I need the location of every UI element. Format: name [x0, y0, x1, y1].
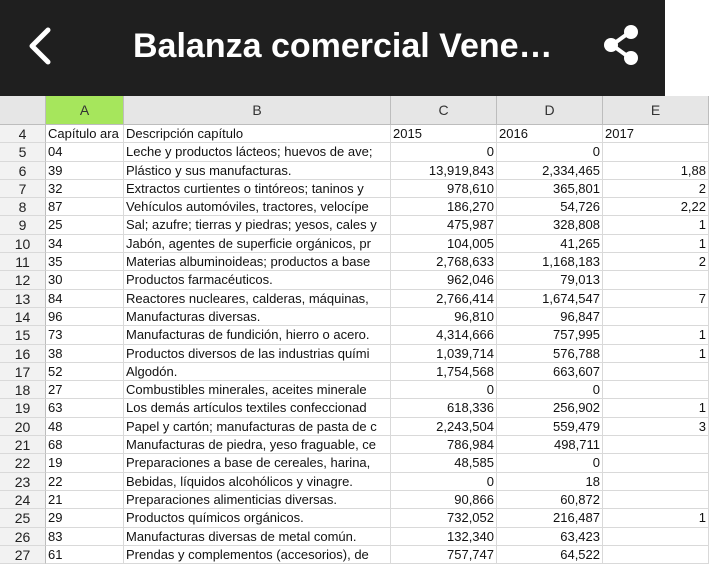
cell-b[interactable]: Papel y cartón; manufacturas de pasta de c — [124, 418, 391, 436]
cell-c[interactable]: 978,610 — [391, 180, 497, 198]
cell-b[interactable]: Manufacturas diversas. — [124, 308, 391, 326]
cell-b[interactable]: Manufacturas de fundición, hierro o acero. — [124, 326, 391, 344]
cell-e[interactable]: 1,88 — [603, 162, 709, 180]
cell-c[interactable]: 90,866 — [391, 491, 497, 509]
cell-d[interactable]: 96,847 — [497, 308, 603, 326]
cell-d[interactable]: 576,788 — [497, 345, 603, 363]
cell-c[interactable]: 0 — [391, 143, 497, 161]
cell-d[interactable]: 0 — [497, 143, 603, 161]
cell-b[interactable]: Manufacturas diversas de metal común. — [124, 528, 391, 546]
cell-c[interactable]: 0 — [391, 381, 497, 399]
row-number[interactable]: 26 — [0, 528, 46, 546]
cell-b[interactable]: Plástico y sus manufacturas. — [124, 162, 391, 180]
cell-b[interactable]: Materias albuminoideas; productos a base — [124, 253, 391, 271]
cell-b[interactable]: Leche y productos lácteos; huevos de ave; — [124, 143, 391, 161]
table-row — [0, 509, 706, 527]
spreadsheet-grid[interactable] — [0, 96, 706, 566]
cell-a[interactable]: 34 — [46, 235, 124, 253]
share-button[interactable] — [600, 22, 644, 68]
row-number[interactable]: 22 — [0, 454, 46, 472]
cell-c[interactable]: 132,340 — [391, 528, 497, 546]
cell-e[interactable] — [603, 528, 709, 546]
cell-d[interactable]: 0 — [497, 381, 603, 399]
row-number[interactable]: 5 — [0, 143, 46, 161]
cell-e[interactable]: 2,22 — [603, 198, 709, 216]
cell-e[interactable] — [603, 454, 709, 472]
cell-d[interactable]: 256,902 — [497, 399, 603, 417]
cell-b[interactable]: Preparaciones a base de cereales, harina, — [124, 454, 391, 472]
cell-a[interactable]: 19 — [46, 454, 124, 472]
table-row — [0, 418, 706, 436]
cell-a[interactable]: 35 — [46, 253, 124, 271]
table-row — [0, 326, 706, 344]
row-number[interactable]: 15 — [0, 326, 46, 344]
cell-a[interactable]: 73 — [46, 326, 124, 344]
table-row — [0, 235, 706, 253]
cell-c[interactable]: 48,585 — [391, 454, 497, 472]
cell-b[interactable]: Combustibles minerales, aceites minerale — [124, 381, 391, 399]
cell-e[interactable] — [603, 546, 709, 564]
cell-d[interactable]: 2,334,465 — [497, 162, 603, 180]
cell-e[interactable]: 1 — [603, 345, 709, 363]
cell-d[interactable]: 365,801 — [497, 180, 603, 198]
row-number[interactable]: 4 — [0, 125, 46, 143]
cell-c[interactable]: 2015 — [391, 125, 497, 143]
cell-a[interactable]: 52 — [46, 363, 124, 381]
cell-e[interactable]: 3 — [603, 418, 709, 436]
cell-b[interactable]: Productos farmacéuticos. — [124, 271, 391, 289]
table-row — [0, 290, 706, 308]
cell-a[interactable]: 32 — [46, 180, 124, 198]
table-row — [0, 125, 665, 143]
row-number[interactable]: 7 — [0, 180, 46, 198]
cell-e[interactable]: 1 — [603, 216, 709, 234]
cell-a[interactable]: 84 — [46, 290, 124, 308]
cell-c[interactable]: 186,270 — [391, 198, 497, 216]
row-number[interactable]: 13 — [0, 290, 46, 308]
cell-e[interactable] — [603, 381, 709, 399]
back-button[interactable] — [24, 24, 64, 68]
cell-a[interactable]: 68 — [46, 436, 124, 454]
row-number[interactable]: 19 — [0, 399, 46, 417]
table-row — [0, 399, 706, 417]
cell-d[interactable]: 54,726 — [497, 198, 603, 216]
sheet-rows — [0, 125, 706, 564]
column-header-b[interactable]: B — [124, 96, 391, 125]
table-row — [0, 216, 706, 234]
cell-a[interactable]: 63 — [46, 399, 124, 417]
cell-c[interactable]: 4,314,666 — [391, 326, 497, 344]
cell-d[interactable]: 1,674,547 — [497, 290, 603, 308]
cell-e[interactable]: 1 — [603, 399, 709, 417]
row-number[interactable]: 16 — [0, 345, 46, 363]
cell-c[interactable]: 0 — [391, 473, 497, 491]
row-number[interactable]: 8 — [0, 198, 46, 216]
cell-e[interactable] — [603, 271, 709, 289]
cell-b[interactable]: Sal; azufre; tierras y piedras; yesos, cales y — [124, 216, 391, 234]
cell-b[interactable]: Productos químicos orgánicos. — [124, 509, 391, 527]
cell-a[interactable]: 48 — [46, 418, 124, 436]
cell-a[interactable]: 25 — [46, 216, 124, 234]
table-row — [0, 162, 706, 180]
cell-e[interactable]: 1 — [603, 326, 709, 344]
cell-b[interactable]: Bebidas, líquidos alcohólicos y vinagre. — [124, 473, 391, 491]
table-row — [0, 436, 665, 454]
select-all-corner[interactable] — [0, 96, 46, 125]
table-row — [0, 180, 706, 198]
table-row — [0, 271, 665, 289]
row-number[interactable]: 23 — [0, 473, 46, 491]
cell-b[interactable]: Reactores nucleares, calderas, máquinas, — [124, 290, 391, 308]
cell-a[interactable]: 83 — [46, 528, 124, 546]
cell-d[interactable]: 41,265 — [497, 235, 603, 253]
cell-e[interactable] — [603, 491, 709, 509]
arrow-back-icon — [24, 24, 64, 68]
cell-e[interactable]: 2 — [603, 253, 709, 271]
row-number[interactable]: 20 — [0, 418, 46, 436]
row-number[interactable]: 14 — [0, 308, 46, 326]
cell-d[interactable]: 328,808 — [497, 216, 603, 234]
table-row — [0, 253, 706, 271]
cell-d[interactable]: 2016 — [497, 125, 603, 143]
table-row — [0, 198, 706, 216]
table-row — [0, 491, 665, 509]
cell-d[interactable]: 559,479 — [497, 418, 603, 436]
row-number[interactable]: 25 — [0, 509, 46, 527]
cell-c[interactable]: 2,766,414 — [391, 290, 497, 308]
cell-d[interactable]: 663,607 — [497, 363, 603, 381]
cell-d[interactable]: 60,872 — [497, 491, 603, 509]
column-header-a[interactable]: A — [46, 96, 124, 125]
cell-b[interactable]: Extractos curtientes o tintóreos; taninos y — [124, 180, 391, 198]
table-row — [0, 363, 665, 381]
cell-e[interactable]: 1 — [603, 509, 709, 527]
cell-e[interactable]: 7 — [603, 290, 709, 308]
cell-e[interactable] — [603, 363, 709, 381]
document-title: Balanza comercial Vene… — [133, 27, 553, 65]
cell-b[interactable]: Jabón, agentes de superficie orgánicos, pr — [124, 235, 391, 253]
cell-a[interactable]: 29 — [46, 509, 124, 527]
cell-b[interactable]: Los demás artículos textiles confeccionad — [124, 399, 391, 417]
cell-c[interactable]: 1,039,714 — [391, 345, 497, 363]
cell-c[interactable]: 786,984 — [391, 436, 497, 454]
app-header — [0, 0, 665, 96]
table-row — [0, 308, 665, 326]
cell-c[interactable]: 618,336 — [391, 399, 497, 417]
cell-d[interactable]: 79,013 — [497, 271, 603, 289]
cell-d[interactable]: 0 — [497, 454, 603, 472]
row-number[interactable]: 9 — [0, 216, 46, 234]
row-number[interactable]: 11 — [0, 253, 46, 271]
cell-d[interactable]: 498,711 — [497, 436, 603, 454]
cell-a[interactable]: 27 — [46, 381, 124, 399]
table-row — [0, 143, 665, 161]
row-number[interactable]: 6 — [0, 162, 46, 180]
cell-b[interactable]: Descripción capítulo — [124, 125, 391, 143]
cell-a[interactable]: 61 — [46, 546, 124, 564]
cell-e[interactable] — [603, 143, 709, 161]
column-header-e[interactable]: E — [603, 96, 709, 125]
cell-b[interactable]: Preparaciones alimenticias diversas. — [124, 491, 391, 509]
table-row — [0, 528, 665, 546]
cell-c[interactable]: 2,243,504 — [391, 418, 497, 436]
cell-e[interactable]: 2017 — [603, 125, 709, 143]
row-number[interactable]: 21 — [0, 436, 46, 454]
table-row — [0, 454, 665, 472]
cell-e[interactable]: 1 — [603, 235, 709, 253]
table-row — [0, 546, 665, 564]
cell-d[interactable]: 63,423 — [497, 528, 603, 546]
row-number[interactable]: 17 — [0, 363, 46, 381]
cell-d[interactable]: 18 — [497, 473, 603, 491]
cell-c[interactable]: 13,919,843 — [391, 162, 497, 180]
table-row — [0, 345, 706, 363]
cell-b[interactable]: Algodón. — [124, 363, 391, 381]
cell-c[interactable]: 1,754,568 — [391, 363, 497, 381]
cell-a[interactable]: 38 — [46, 345, 124, 363]
cell-e[interactable] — [603, 308, 709, 326]
cell-d[interactable]: 757,995 — [497, 326, 603, 344]
cell-c[interactable]: 475,987 — [391, 216, 497, 234]
cell-c[interactable]: 96,810 — [391, 308, 497, 326]
cell-a[interactable]: Capítulo ara — [46, 125, 124, 143]
row-number[interactable]: 12 — [0, 271, 46, 289]
row-number[interactable]: 27 — [0, 546, 46, 564]
cell-e[interactable]: 2 — [603, 180, 709, 198]
row-number[interactable]: 10 — [0, 235, 46, 253]
cell-a[interactable]: 39 — [46, 162, 124, 180]
table-row — [0, 473, 665, 491]
row-number[interactable]: 24 — [0, 491, 46, 509]
cell-c[interactable]: 962,046 — [391, 271, 497, 289]
cell-e[interactable] — [603, 436, 709, 454]
cell-a[interactable]: 30 — [46, 271, 124, 289]
cell-d[interactable]: 64,522 — [497, 546, 603, 564]
cell-d[interactable]: 1,168,183 — [497, 253, 603, 271]
cell-c[interactable]: 757,747 — [391, 546, 497, 564]
cell-d[interactable]: 216,487 — [497, 509, 603, 527]
cell-c[interactable]: 104,005 — [391, 235, 497, 253]
cell-b[interactable]: Vehículos automóviles, tractores, velocípe — [124, 198, 391, 216]
cell-b[interactable]: Prendas y complementos (accesorios), de — [124, 546, 391, 564]
share-icon — [600, 22, 644, 68]
cell-c[interactable]: 2,768,633 — [391, 253, 497, 271]
cell-a[interactable]: 22 — [46, 473, 124, 491]
cell-c[interactable]: 732,052 — [391, 509, 497, 527]
cell-a[interactable]: 21 — [46, 491, 124, 509]
cell-a[interactable]: 96 — [46, 308, 124, 326]
row-number[interactable]: 18 — [0, 381, 46, 399]
column-header-d[interactable]: D — [497, 96, 603, 125]
cell-a[interactable]: 04 — [46, 143, 124, 161]
cell-a[interactable]: 87 — [46, 198, 124, 216]
cell-b[interactable]: Manufacturas de piedra, yeso fraguable, ce — [124, 436, 391, 454]
column-header-c[interactable]: C — [391, 96, 497, 125]
cell-e[interactable] — [603, 473, 709, 491]
cell-b[interactable]: Productos diversos de las industrias quími — [124, 345, 391, 363]
table-row — [0, 381, 665, 399]
